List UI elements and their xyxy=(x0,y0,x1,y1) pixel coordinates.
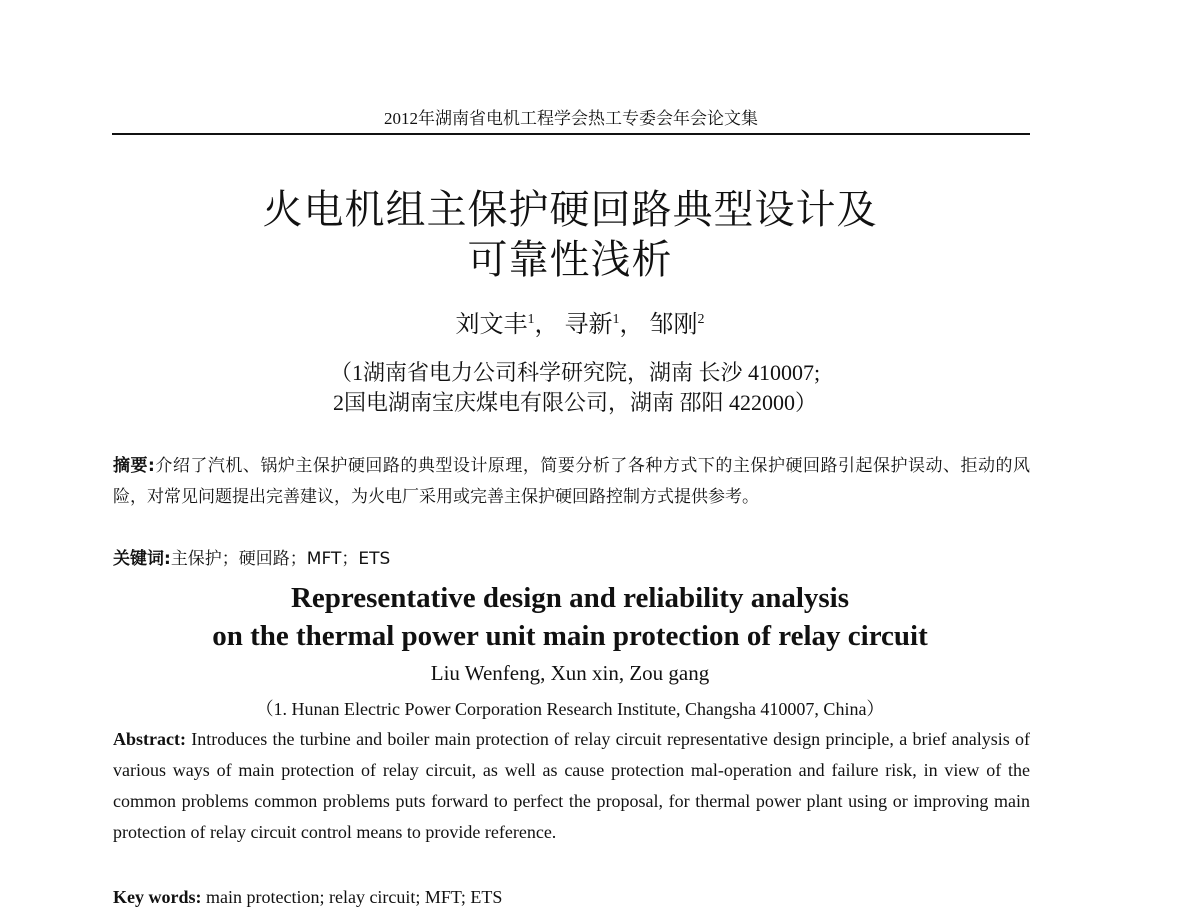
cn-authors xyxy=(0,304,1160,339)
affiliation-mark: 1 xyxy=(527,312,535,327)
cn-affiliation-line-1: （1湖南省电力公司科学研究院，湖南 长沙 410007; xyxy=(329,360,821,385)
en-affiliation: （1. Hunan Electric Power Corporation Research Institute, Changsha 410007, China） xyxy=(255,699,885,719)
en-keywords xyxy=(113,882,1030,913)
running-head: 2012年湖南省电机工程学会热工专委会年会论文集 xyxy=(112,104,1030,135)
en-abstract-label: Abstract: xyxy=(113,729,186,749)
affiliation-mark: 1 xyxy=(612,312,620,327)
en-title-line-1: Representative design and reliability analysis xyxy=(290,582,850,614)
cn-keywords xyxy=(113,544,1030,575)
en-authors: Liu Wenfeng, Xun xin, Zou gang xyxy=(430,661,710,685)
en-abstract-text: Introduces the turbine and boiler main protection of relay circuit representative design principle, a brief analysis of various ways of main protection of relay circuit, as well as cause protection mal-operation and failure risk, in view of the common problems common problems puts forward to perfect the proposal, for thermal power plant using or improving main protection of relay circuit control means to provide reference. xyxy=(113,729,1031,842)
cn-keywords-text: 主保护；硬回路；MFT；ETS xyxy=(170,549,391,569)
affiliation-mark: 2 xyxy=(697,312,705,327)
separator: ， xyxy=(619,312,644,338)
en-abstract xyxy=(113,724,1030,848)
cn-abstract-label: 摘要: xyxy=(113,456,155,476)
en-title-line-2: on the thermal power unit main protection of relay circuit xyxy=(212,620,928,652)
cn-title-line-2: 可靠性浅析 xyxy=(467,237,673,283)
separator: ， xyxy=(534,312,559,338)
cn-affiliation-line-2: 2国电湖南宝庆煤电有限公司，湖南 邵阳 422000） xyxy=(332,390,817,415)
cn-abstract-text: 介绍了汽机、锅炉主保护硬回路的典型设计原理，简要分析了各种方式下的主保护硬回路引起保护误动、拒动的风险，对常见问题提出完善建议，为火电厂采用或完善主保护硬回路控制方式提供参考。 xyxy=(113,456,1030,507)
cn-abstract xyxy=(113,451,1030,513)
en-keywords-label: Key words: xyxy=(113,887,202,907)
en-keywords-text: main protection; relay circuit; MFT; ETS xyxy=(206,887,503,907)
cn-keywords-label: 关键词: xyxy=(113,549,171,569)
cn-title-line-1: 火电机组主保护硬回路典型设计及 xyxy=(262,187,878,233)
author-name: 刘文丰 xyxy=(455,312,528,338)
author-name: 邹刚 xyxy=(649,312,698,338)
author-name: 寻新 xyxy=(564,312,613,338)
